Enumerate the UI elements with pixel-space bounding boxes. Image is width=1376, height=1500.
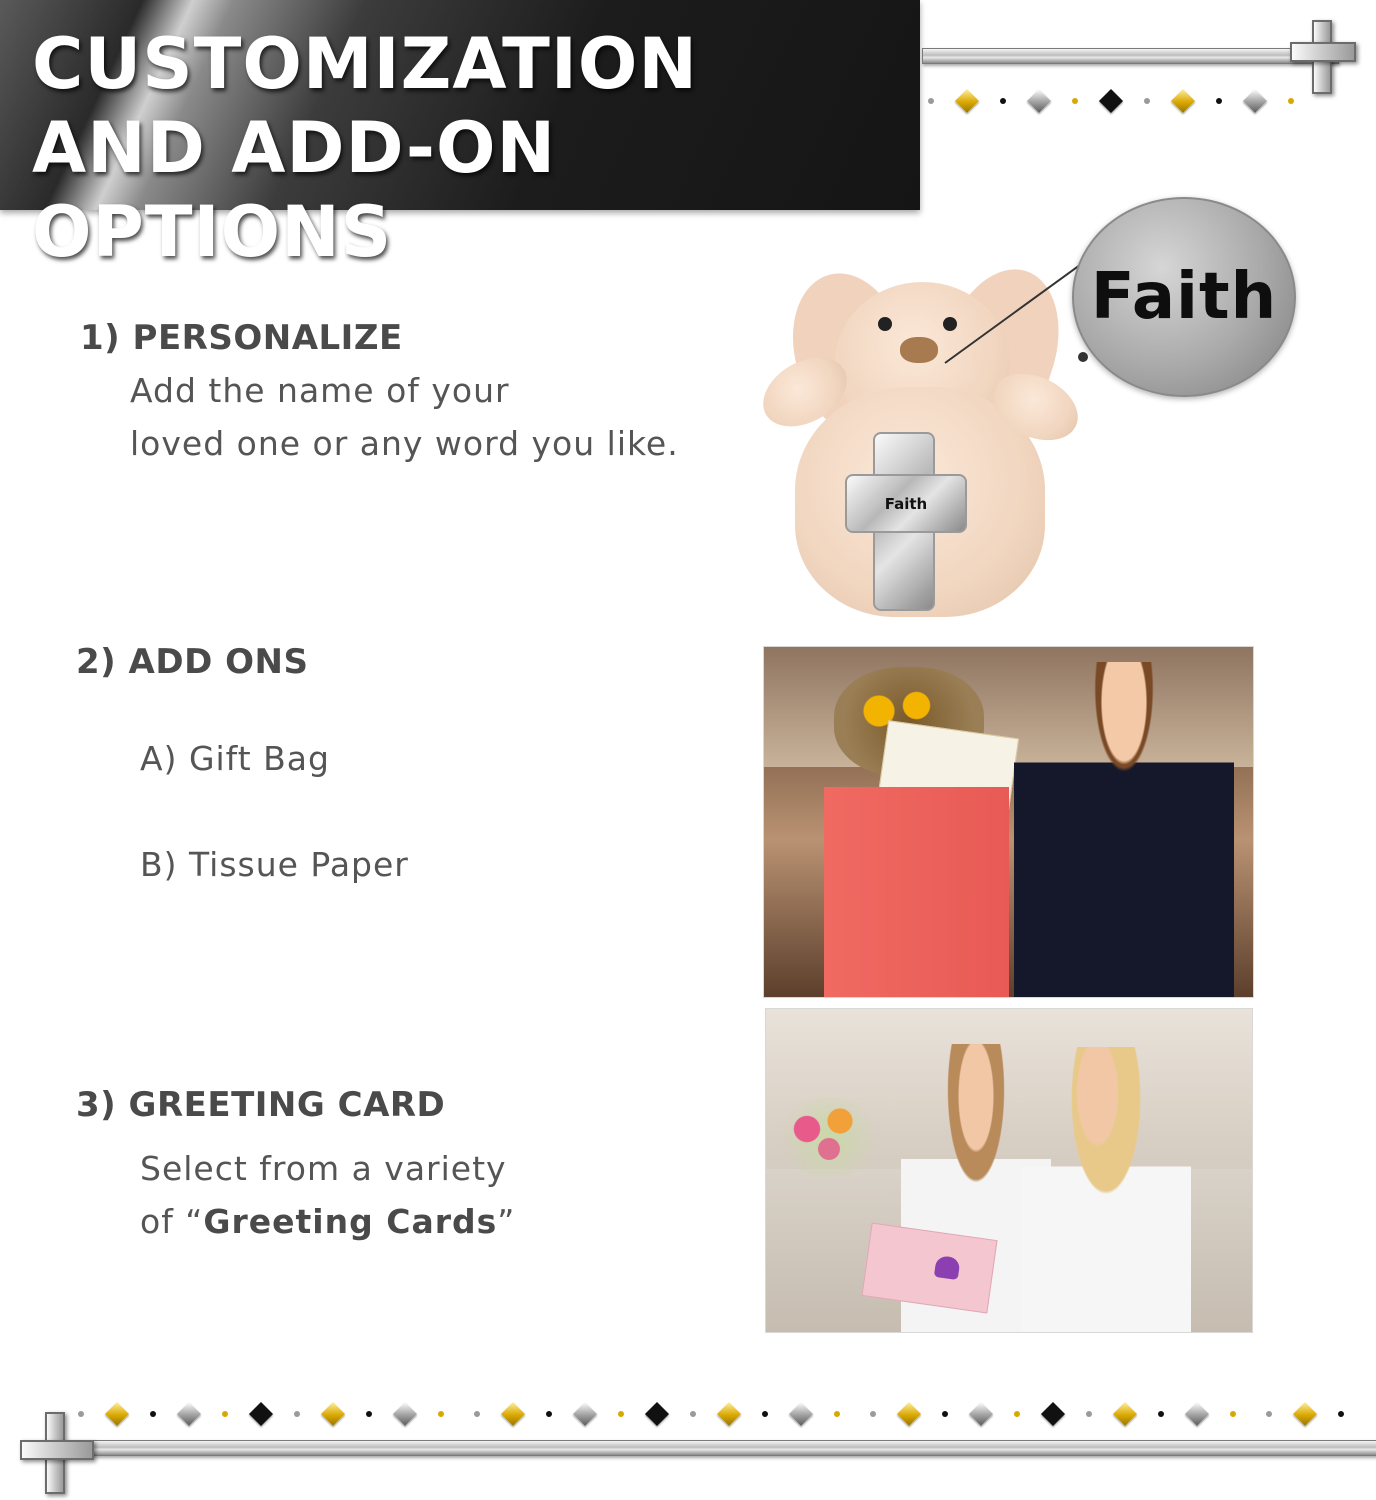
bead-diamond-icon [1027,89,1051,113]
bead-dot-icon [942,1411,948,1417]
bead-dot-icon [1288,98,1294,104]
page-title: CUSTOMIZATION AND ADD-ON OPTIONS [32,23,698,273]
bead-diamond-icon [789,1402,813,1426]
bead-diamond-icon [249,1402,273,1426]
bead-diamond-icon [1243,89,1267,113]
photo-mother [1021,1047,1191,1332]
greeting-card-prefix: of “ [140,1202,204,1241]
greeting-card-line-1: Select from a variety [140,1149,507,1188]
silver-cross-arm [845,474,967,533]
bead-diamond-icon [1099,89,1123,113]
bead-diamond-icon [105,1402,129,1426]
greeting-card-line-2 [140,1195,515,1248]
bead-dot-icon [870,1411,876,1417]
bead-dot-icon [928,98,934,104]
bead-dot-icon [366,1411,372,1417]
greeting-card-heading: 3) GREETING CARD [76,1085,446,1125]
header-banner [0,0,920,273]
bead-diamond-icon [393,1402,417,1426]
add-ons-heading: 2) ADD ONS [76,642,309,682]
bunny-eye-right [943,317,957,331]
bead-dot-icon [762,1411,768,1417]
bead-dot-icon [294,1411,300,1417]
add-on-gift-bag: A) Gift Bag [140,739,330,778]
greeting-card-photo [765,1008,1253,1333]
zoom-pointer-dot [1078,352,1088,362]
bead-dot-icon [1000,98,1006,104]
photo-flowers [774,1097,884,1177]
bead-dot-icon [834,1411,840,1417]
bead-dot-icon [474,1411,480,1417]
bead-dot-icon [78,1411,84,1417]
bead-dot-icon [438,1411,444,1417]
add-on-tissue-paper: B) Tissue Paper [140,845,409,884]
personalize-line-2: loved one or any word you like. [130,424,679,463]
bunny-eye-left [878,317,892,331]
bead-dot-icon [1086,1411,1092,1417]
bead-diamond-icon [1185,1402,1209,1426]
zoom-faith-text: Faith [1090,260,1278,334]
bead-dot-icon [1144,98,1150,104]
bead-dot-icon [1230,1411,1236,1417]
bead-diamond-icon [1293,1402,1317,1426]
bead-dot-icon [1014,1411,1020,1417]
bead-diamond-icon [573,1402,597,1426]
top-silver-rail [922,48,1339,64]
top-bead-chain [925,86,1305,116]
bottom-silver-rail [55,1440,1376,1456]
photo-red-gift-bag [824,787,1009,997]
photo-card-heart-icon [934,1255,961,1280]
bead-diamond-icon [177,1402,201,1426]
photo-boy [1014,662,1234,997]
bead-diamond-icon [501,1402,525,1426]
bead-dot-icon [1072,98,1078,104]
bead-diamond-icon [955,89,979,113]
bead-diamond-icon [717,1402,741,1426]
bead-dot-icon [546,1411,552,1417]
personalize-heading: 1) PERSONALIZE [80,318,403,358]
bottom-bead-chain [75,1399,1370,1429]
gift-bag-photo [763,646,1254,998]
bead-dot-icon [222,1411,228,1417]
bead-dot-icon [1338,1411,1344,1417]
greeting-cards-emphasis: Greeting Cards [203,1202,498,1241]
bead-diamond-icon [645,1402,669,1426]
bead-dot-icon [1266,1411,1272,1417]
bottom-cross-arm [20,1440,94,1460]
bead-diamond-icon [897,1402,921,1426]
bead-diamond-icon [321,1402,345,1426]
bead-dot-icon [690,1411,696,1417]
zoom-detail-circle [1072,197,1296,397]
bead-dot-icon [618,1411,624,1417]
bunny-plush-image [755,262,1085,632]
bead-diamond-icon [1171,89,1195,113]
bead-dot-icon [1158,1411,1164,1417]
top-cross-arm [1290,42,1356,62]
bead-diamond-icon [1113,1402,1137,1426]
greeting-card-suffix: ” [497,1202,516,1241]
bead-dot-icon [150,1411,156,1417]
cross-faith-text: Faith [884,494,928,513]
bead-diamond-icon [1041,1402,1065,1426]
personalize-line-1: Add the name of your [130,371,510,410]
bead-diamond-icon [969,1402,993,1426]
bunny-nose [900,337,938,363]
bead-dot-icon [1216,98,1222,104]
